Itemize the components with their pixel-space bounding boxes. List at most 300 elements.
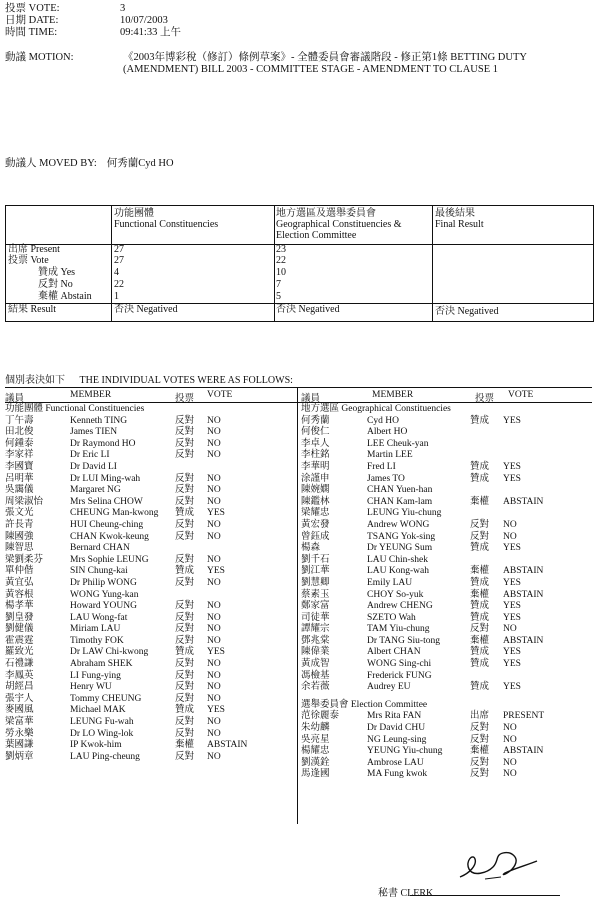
member-name-en: Martin LEE — [367, 450, 413, 461]
member-row — [5, 508, 295, 520]
vote-zh: 贊成 — [470, 647, 490, 658]
member-row — [301, 508, 592, 520]
member-name-en: Cyd HO — [367, 415, 399, 426]
member-name-zh: 劉炳章 — [5, 751, 34, 762]
member-row — [301, 416, 592, 428]
member-name-zh: 梁耀忠 — [301, 508, 330, 519]
member-name-en: SZETO Wah — [367, 612, 416, 623]
member-row — [5, 497, 295, 509]
vote-zh: 反對 — [175, 519, 195, 530]
vote-zh: 反對 — [175, 659, 195, 670]
member-name-en: YEUNG Yiu-chung — [367, 746, 443, 757]
member-name-zh: 劉江華 — [301, 566, 330, 577]
time-label: 時間 TIME: — [5, 27, 58, 38]
member-name-en: Dr Eric LI — [70, 450, 110, 461]
vote-zh: 反對 — [470, 734, 490, 745]
member-name-en: Fred LI — [367, 461, 396, 472]
vote-zh: 反對 — [470, 531, 490, 542]
result-row-label: 結果 Result — [8, 304, 57, 315]
vote-label: 投票 VOTE: — [5, 3, 60, 14]
member-name-zh: 張宇人 — [5, 693, 34, 704]
member-name-en: Dr LAW Chi-kwong — [70, 647, 149, 658]
mover-name: 何秀蘭Cyd HO — [106, 158, 174, 169]
member-row — [5, 485, 295, 497]
votes-heading-zh: 個別表決如下 — [5, 375, 65, 386]
time-value: 09:41:33 上午 — [120, 27, 181, 38]
member-name-en: Dr David CHU — [367, 723, 426, 734]
member-row — [301, 735, 592, 747]
member-row — [301, 636, 592, 648]
vote-en: YES — [207, 566, 225, 577]
member-name-zh: 司徒華 — [301, 612, 330, 623]
member-row — [301, 711, 592, 723]
vote-en-header: VOTE — [207, 390, 233, 400]
member-name-en: SIN Chung-kai — [70, 566, 128, 577]
vote-en: NO — [207, 450, 221, 461]
member-name-en: LEE Cheuk-yan — [367, 438, 429, 449]
vote-zh: 出席 — [470, 711, 490, 722]
vote-en: NO — [207, 415, 221, 426]
vote-en: NO — [207, 519, 221, 530]
member-name-en: CHAN Kam-lam — [367, 496, 433, 507]
member-name-en: LAU Wong-fat — [70, 612, 128, 623]
member-name-zh: 朱幼麟 — [301, 723, 330, 734]
vote-zh: 反對 — [175, 485, 195, 496]
member-name-zh: 李柱銘 — [301, 450, 330, 461]
result-row-label: 投票 Vote — [8, 255, 49, 266]
vote-zh: 贊成 — [470, 577, 490, 588]
vote-en: ABSTAIN — [503, 496, 544, 507]
vote-number-line — [5, 3, 125, 15]
vote-zh: 反對 — [175, 635, 195, 646]
vote-en: NO — [207, 682, 221, 693]
member-row — [301, 647, 592, 659]
member-row — [301, 439, 592, 451]
fc-column — [5, 404, 295, 763]
member-name-zh: 黃成智 — [301, 659, 330, 670]
member-row — [301, 671, 592, 683]
member-name-en: CHAN Yuen-han — [367, 485, 433, 496]
vote-zh: 贊成 — [175, 647, 195, 658]
member-name-zh: 吳靄儀 — [5, 485, 34, 496]
col-geographical: 地方選區及選舉委員會 Geographical Constituencies & Election Committee — [276, 208, 402, 241]
vote-zh: 反對 — [175, 693, 195, 704]
member-name-en: Frederick FUNG — [367, 670, 432, 681]
member-row — [5, 520, 295, 532]
member-name-en: CHEUNG Man-kwong — [70, 508, 159, 519]
member-name-en: James TIEN — [70, 427, 118, 438]
vote-zh: 贊成 — [470, 461, 490, 472]
member-name-zh: 許長青 — [5, 519, 34, 530]
vote-zh: 贊成 — [175, 705, 195, 716]
member-name-zh: 楊森 — [301, 543, 321, 554]
member-name-zh: 鄭家富 — [301, 601, 330, 612]
member-zh-header: 議員 — [5, 394, 25, 404]
member-name-zh: 劉慧卿 — [301, 577, 330, 588]
member-row — [5, 601, 295, 613]
vote-en: YES — [503, 473, 521, 484]
vote-en: NO — [503, 734, 517, 745]
member-name-en: Michael MAK — [70, 705, 126, 716]
member-row — [301, 746, 592, 758]
result-final-value: 否決 Negatived — [435, 306, 499, 317]
member-name-en: LEUNG Fu-wah — [70, 717, 134, 728]
member-row — [5, 659, 295, 671]
member-row — [301, 555, 592, 567]
member-name-en: LEUNG Yiu-chung — [367, 508, 442, 519]
vote-zh: 棄權 — [470, 566, 490, 577]
member-name-en: Ambrose LAU — [367, 757, 424, 768]
member-name-zh: 馬逢國 — [301, 769, 330, 780]
member-name-zh: 吳亮星 — [301, 734, 330, 745]
votes-heading — [5, 371, 293, 386]
vote-zh: 贊成 — [175, 508, 195, 519]
member-name-en: Dr LO Wing-lok — [70, 728, 134, 739]
vote-en: NO — [503, 757, 517, 768]
member-name-zh: 梁劉柔芬 — [5, 554, 44, 565]
member-row — [301, 613, 592, 625]
member-name-en: Andrew CHENG — [367, 601, 433, 612]
member-row — [301, 497, 592, 509]
member-row — [5, 729, 295, 741]
vote-en: NO — [503, 723, 517, 734]
member-name-zh: 田北俊 — [5, 427, 34, 438]
vote-zh: 反對 — [175, 601, 195, 612]
member-name-en: Kenneth TING — [70, 415, 128, 426]
member-name-en: Dr YEUNG Sum — [367, 543, 433, 554]
vote-zh: 反對 — [175, 682, 195, 693]
vote-en: NO — [207, 438, 221, 449]
member-row — [301, 427, 592, 439]
vote-en: NO — [207, 601, 221, 612]
member-row — [301, 520, 592, 532]
member-row — [5, 566, 295, 578]
member-name-en: CHAN Kwok-keung — [70, 531, 149, 542]
member-name-zh: 劉皇發 — [5, 612, 34, 623]
vote-zh: 贊成 — [470, 473, 490, 484]
member-name-zh: 麥國風 — [5, 705, 34, 716]
vote-en: YES — [503, 682, 521, 693]
member-name-en: LAU Kong-wah — [367, 566, 430, 577]
vote-en: NO — [207, 577, 221, 588]
member-row — [301, 590, 592, 602]
vote-zh: 反對 — [175, 624, 195, 635]
vote-zh: 反對 — [175, 554, 195, 565]
member-row — [5, 671, 295, 683]
member-row — [5, 462, 295, 474]
result-row-label: 出席 Present — [8, 244, 60, 255]
member-name-zh: 羅致光 — [5, 647, 34, 658]
member-name-zh: 何俊仁 — [301, 427, 330, 438]
member-name-zh: 楊耀忠 — [301, 746, 330, 757]
vote-zh: 反對 — [175, 577, 195, 588]
vote-zh: 反對 — [470, 624, 490, 635]
member-name-en: Andrew WONG — [367, 519, 430, 530]
member-name-zh: 范徐麗泰 — [301, 711, 340, 722]
result-gc-value: 5 — [276, 291, 281, 302]
member-row — [301, 450, 592, 462]
member-row — [5, 717, 295, 729]
vote-value: 3 — [120, 3, 126, 14]
result-row-label: 反對 No — [38, 279, 73, 290]
member-row — [5, 450, 295, 462]
member-name-zh: 勞永樂 — [5, 728, 34, 739]
member-name-zh: 蔡素玉 — [301, 589, 330, 600]
vote-en: NO — [207, 531, 221, 542]
clerk-signature — [455, 843, 545, 888]
vote-en: NO — [207, 624, 221, 635]
date-value: 10/07/2003 — [120, 15, 168, 26]
member-name-zh: 李鳳英 — [5, 670, 34, 681]
member-row — [5, 416, 295, 428]
date-label: 日期 DATE: — [5, 15, 59, 26]
vote-en: YES — [503, 415, 521, 426]
result-row-label: 棄權 Abstain — [38, 291, 92, 302]
member-name-zh: 馮檢基 — [301, 670, 330, 681]
vote-en: YES — [503, 601, 521, 612]
member-zh-header-2: 議員 — [301, 394, 321, 404]
mover-label: 動議人 MOVED BY: — [5, 158, 97, 169]
member-row — [5, 578, 295, 590]
vote-en: ABSTAIN — [503, 746, 544, 757]
vote-zh: 棄權 — [470, 589, 490, 600]
member-name-en: MA Fung kwok — [367, 769, 428, 780]
member-name-en: Miriam LAU — [70, 624, 121, 635]
member-name-zh: 梁富華 — [5, 717, 34, 728]
vote-zh-header-2: 投票 — [475, 394, 495, 404]
vote-zh: 棄權 — [470, 635, 490, 646]
member-name-zh: 霍震霆 — [5, 635, 34, 646]
member-row — [301, 659, 592, 671]
fc-section-title: 功能團體 Functional Constituencies — [5, 404, 145, 414]
result-fc-value: 27 — [114, 244, 124, 255]
member-name-zh: 陳鑑林 — [301, 496, 330, 507]
vote-en: YES — [503, 612, 521, 623]
member-name-en: Dr LUI Ming-wah — [70, 473, 141, 484]
member-name-zh: 楊孝華 — [5, 601, 34, 612]
member-name-zh: 陳智思 — [5, 543, 34, 554]
mover-line — [5, 155, 184, 170]
motion-text: 《2003年博彩稅（修訂）條例草案》- 全體委員會審議階段 - 修正第1條 BETTING DUTY (AMENDMENT) BILL 2003 - COMMITTEE STAGE - AMENDMENT TO CLAUSE 1 — [123, 52, 527, 75]
vote-en: NO — [503, 519, 517, 530]
member-row — [5, 543, 295, 555]
vote-en: YES — [503, 647, 521, 658]
member-name-en: HUI Cheung-ching — [70, 519, 144, 530]
ec-section-title: 選舉委員會 Election Committee — [301, 699, 428, 710]
member-row — [5, 740, 295, 752]
vote-zh: 反對 — [175, 670, 195, 681]
gc-column — [301, 404, 592, 781]
result-fc-value: 27 — [114, 255, 124, 266]
member-row — [301, 624, 592, 636]
vote-zh: 贊成 — [470, 415, 490, 426]
member-row — [5, 752, 295, 764]
vote-en: NO — [207, 717, 221, 728]
member-name-en: Abraham SHEK — [70, 659, 133, 670]
member-row — [5, 590, 295, 602]
member-name-en: Audrey EU — [367, 682, 411, 693]
vote-zh: 反對 — [470, 723, 490, 734]
vote-en: NO — [207, 473, 221, 484]
vote-en: NO — [207, 612, 221, 623]
vote-zh: 贊成 — [470, 612, 490, 623]
member-row — [301, 758, 592, 770]
member-row — [5, 636, 295, 648]
member-name-zh: 丁午壽 — [5, 415, 34, 426]
member-name-en: CHOY So-yuk — [367, 589, 424, 600]
vote-en: NO — [207, 496, 221, 507]
member-name-zh: 李國寶 — [5, 461, 34, 472]
member-name-en: Margaret NG — [70, 485, 121, 496]
member-row — [301, 723, 592, 735]
vote-en: NO — [207, 554, 221, 565]
vote-zh: 反對 — [175, 473, 195, 484]
member-row — [301, 682, 592, 694]
member-name-zh: 李家祥 — [5, 450, 34, 461]
vote-zh: 反對 — [470, 519, 490, 530]
member-name-en: TAM Yiu-chung — [367, 624, 430, 635]
member-name-zh: 劉千石 — [301, 554, 330, 565]
vote-en: NO — [207, 728, 221, 739]
vote-en: NO — [207, 427, 221, 438]
member-name-zh: 余若薇 — [301, 682, 330, 693]
col-functional: 功能團體 Functional Constituencies — [114, 208, 219, 230]
vote-zh: 贊成 — [470, 659, 490, 670]
vote-zh: 反對 — [175, 415, 195, 426]
vote-en: YES — [207, 508, 225, 519]
motion-label: 動議 MOTION: — [5, 52, 74, 63]
member-name-en: Mrs Rita FAN — [367, 711, 422, 722]
member-name-zh: 胡經昌 — [5, 682, 34, 693]
result-gc-value: 7 — [276, 279, 281, 290]
result-fc-value: 否決 Negatived — [114, 304, 178, 315]
member-row — [301, 601, 592, 613]
vote-zh: 反對 — [470, 769, 490, 780]
member-name-en: Dr David LI — [70, 461, 117, 472]
vote-en: YES — [207, 705, 225, 716]
vote-zh: 贊成 — [470, 601, 490, 612]
member-name-en: Mrs Sophie LEUNG — [70, 554, 149, 565]
member-name-en: LAU Chin-shek — [367, 554, 428, 565]
member-name-zh: 曾鈺成 — [301, 531, 330, 542]
member-row — [301, 462, 592, 474]
result-table — [5, 205, 594, 322]
vote-en: YES — [503, 577, 521, 588]
member-row — [5, 427, 295, 439]
member-row — [301, 532, 592, 544]
vote-zh: 贊成 — [470, 682, 490, 693]
member-name-en: LAU Ping-cheung — [70, 751, 140, 762]
result-gc-value: 10 — [276, 267, 286, 278]
member-name-zh: 李華明 — [301, 461, 330, 472]
member-name-en: Bernard CHAN — [70, 543, 130, 554]
member-name-zh: 涂謹申 — [301, 473, 330, 484]
member-en-header: MEMBER — [70, 390, 112, 400]
member-name-en: NG Leung-sing — [367, 734, 427, 745]
member-name-en: IP Kwok-him — [70, 740, 122, 751]
member-name-en: WONG Sing-chi — [367, 659, 432, 670]
vote-en: YES — [503, 461, 521, 472]
result-gc-value: 23 — [276, 244, 286, 255]
clerk-signature-line — [410, 895, 560, 896]
member-name-en: James TO — [367, 473, 405, 484]
vote-zh: 棄權 — [470, 746, 490, 757]
vote-en: ABSTAIN — [503, 635, 544, 646]
member-name-zh: 石禮謙 — [5, 659, 34, 670]
member-row — [5, 555, 295, 567]
vote-zh: 反對 — [175, 728, 195, 739]
member-row — [5, 532, 295, 544]
result-gc-value: 22 — [276, 255, 286, 266]
member-row — [301, 485, 592, 497]
vote-zh: 反對 — [175, 427, 195, 438]
date-line — [5, 15, 168, 27]
member-name-zh: 張文光 — [5, 508, 34, 519]
member-name-zh: 黃容根 — [5, 589, 34, 600]
vote-zh: 反對 — [175, 612, 195, 623]
column-divider — [297, 387, 298, 824]
vote-en: NO — [207, 659, 221, 670]
member-row — [301, 543, 592, 555]
vote-en: NO — [207, 693, 221, 704]
member-name-en: Dr Raymond HO — [70, 438, 136, 449]
member-row — [5, 705, 295, 717]
member-name-en: Henry WU — [70, 682, 112, 693]
member-name-zh: 劉健儀 — [5, 624, 34, 635]
result-fc-value: 4 — [114, 267, 119, 278]
vote-zh: 反對 — [175, 438, 195, 449]
member-row — [301, 566, 592, 578]
member-name-zh: 鄧兆棠 — [301, 635, 330, 646]
member-name-zh: 陳國強 — [5, 531, 34, 542]
member-name-en: Tommy CHEUNG — [70, 693, 142, 704]
member-name-en: Dr Philip WONG — [70, 577, 137, 588]
member-row — [5, 613, 295, 625]
member-row — [5, 624, 295, 636]
vote-en: ABSTAIN — [503, 589, 544, 600]
member-name-zh: 何鍾泰 — [5, 438, 34, 449]
member-row — [5, 694, 295, 706]
member-name-zh: 陳偉業 — [301, 647, 330, 658]
member-name-zh: 陳婉嫻 — [301, 485, 330, 496]
vote-en-header-2: VOTE — [508, 390, 534, 400]
member-row — [301, 769, 592, 781]
member-row — [5, 682, 295, 694]
member-name-en: LI Fung-ying — [70, 670, 121, 681]
result-row-label: 贊成 Yes — [38, 267, 76, 278]
member-name-zh: 黃宏發 — [301, 519, 330, 530]
vote-en: YES — [503, 659, 521, 670]
vote-zh: 反對 — [175, 450, 195, 461]
member-name-en: Emily LAU — [367, 577, 413, 588]
gc-section-title: 地方選區 Geographical Constituencies — [301, 404, 451, 414]
vote-zh-header: 投票 — [175, 394, 195, 404]
member-name-zh: 單仲偕 — [5, 566, 34, 577]
result-gc-value: 否決 Negatived — [276, 304, 340, 315]
member-row — [301, 474, 592, 486]
result-fc-value: 22 — [114, 279, 124, 290]
vote-en: NO — [207, 485, 221, 496]
vote-en: NO — [503, 531, 517, 542]
vote-en: PRESENT — [503, 711, 545, 722]
vote-zh: 反對 — [175, 751, 195, 762]
member-row — [5, 439, 295, 451]
clerk-label: 秘書 CLERK — [378, 888, 434, 899]
vote-zh: 棄權 — [175, 740, 195, 751]
member-row — [5, 647, 295, 659]
vote-en: YES — [503, 543, 521, 554]
member-name-en: Albert CHAN — [367, 647, 421, 658]
